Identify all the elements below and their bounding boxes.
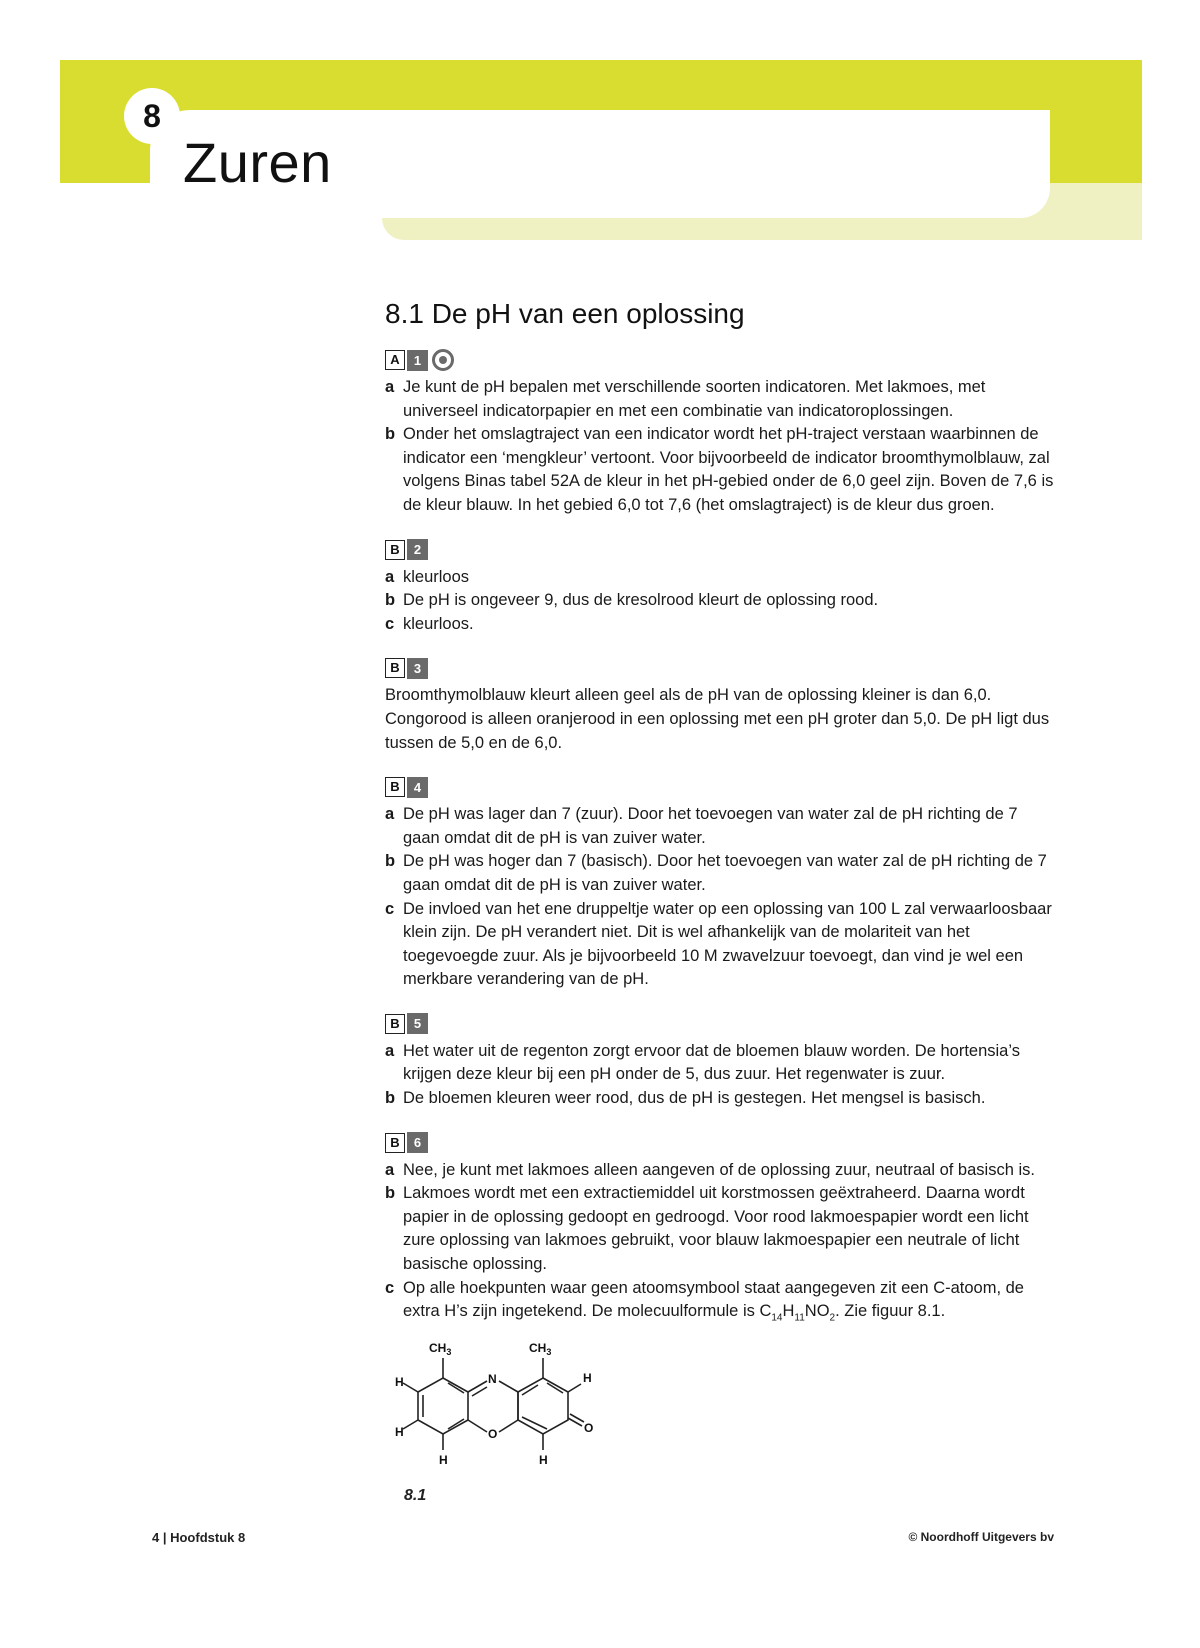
level-tag: A	[385, 350, 405, 370]
answer-item: b De bloemen kleuren weer rood, dus de pH is gestegen. Het mengsel is basisch.	[385, 1089, 986, 1108]
target-icon	[432, 349, 454, 371]
hydrogen-label: H	[395, 1425, 404, 1439]
exercise-5	[385, 1012, 1055, 1111]
chapter-title: Zuren	[183, 131, 332, 194]
exercise-number: 5	[407, 1013, 428, 1034]
level-tag: B	[385, 1133, 405, 1153]
level-tag: B	[385, 1014, 405, 1034]
level-tag: B	[385, 540, 405, 560]
hydrogen-label: H	[539, 1453, 548, 1467]
level-tag: B	[385, 658, 405, 678]
exercise-number: 1	[407, 350, 428, 371]
exercise-3	[385, 656, 1055, 755]
answer-item: b Lakmoes wordt met een extractiemiddel uit korstmossen geëxtraheerd. Daarna wordt papier in de oplossing gedoopt en gedroogd. Voor rood lakmoespapier wordt een licht zure oplossing van lakmoes gebruikt, voor blauw lakmoespapier een neutrale of licht basische oplossing.	[385, 1184, 1029, 1274]
answer-paragraph: Broomthymolblauw kleurt alleen geel als de pH van de oplossing kleiner is dan 6,0. Congorood is alleen oranjerood in een oplossing met een pH groter dan 5,0. De pH ligt dus tussen de 5,0 en de 6,0.	[385, 686, 1050, 752]
section-title: 8.1 De pH van een oplossing	[385, 298, 745, 329]
hydrogen-label: H	[583, 1371, 592, 1385]
molecular-formula-text: Op alle hoekpunten waar geen atoomsymbool staat aangegeven zit een C-atoom, de extra H’s zijn ingetekend. De molecuulformule is $C_{14}H_{11}NO_2$. Zie figuur 8.1.	[403, 1278, 1024, 1324]
footer-copyright: © Noordhoff Uitgevers bv	[908, 1530, 1054, 1544]
answer-item: c De invloed van het ene druppeltje water op een oplossing van 100 L zal verwaarloosbaar klein zijn. De pH verandert niet. Dit is wel afhankelijk van de molariteit van het toegevoegde zuur. Als je bijvoorbeeld 10 M zwavelzuur toevoegt, dan vind je wel een merkbare verandering van de pH.	[385, 899, 1052, 989]
answer-item: b De pH was hoger dan 7 (basisch). Door het toevoegen van water zal de pH richting de 7 gaan omdat dit de pH is van zuiver water.	[385, 852, 1047, 894]
chapter-number: 8	[143, 98, 161, 134]
footer-page-info: 4 | Hoofdstuk 8	[152, 1530, 246, 1545]
answer-item: b Onder het omslagtraject van een indicator wordt het pH-traject verstaan waarbinnen de indicator een ‘mengkleur’ vertoont. Voor bijvoorbeeld de indicator broomthymolblauw, zal volgens Binas tabel 52A de kleur in het pH-gebied onder de 6,0 geel zijn. Boven de 7,6 is de kleur blauw. In het gebied 6,0 tot 7,6 (het omslagtraject) is de kleur dus groen.	[385, 425, 1054, 514]
exercise-2	[385, 538, 1055, 637]
answer-item: c kleurloos.	[385, 614, 474, 633]
exercise-number: 3	[407, 658, 428, 679]
exercise-list	[385, 348, 1055, 1344]
oxygen-label: O	[584, 1421, 594, 1435]
answer-item: c Op alle hoekpunten waar geen atoomsymbool staat aangegeven zit een C-atoom, de extra H’s zijn ingetekend. De molecuulformule is $C_{14}H_{11}NO_2$. Zie figuur 8.1.	[385, 1277, 1055, 1324]
answer-item: b De pH is ongeveer 9, dus de kresolrood kleurt de oplossing rood.	[385, 591, 879, 610]
answer-item: a Het water uit de regenton zorgt ervoor dat de bloemen blauw worden. De hortensia’s krijgen deze kleur bij een pH onder de 5, dus zuur. Het regenwater is zuur.	[385, 1041, 1020, 1084]
hydrogen-label: H	[395, 1375, 404, 1389]
structural-formula-figure	[395, 1338, 635, 1478]
ch3-label: $CH_3$	[529, 1341, 552, 1357]
oxygen-label: O	[488, 1427, 498, 1441]
exercise-4	[385, 775, 1055, 992]
exercise-number: 4	[407, 777, 428, 798]
answer-item: a kleurloos	[385, 567, 470, 586]
exercise-6	[385, 1131, 1055, 1324]
answer-item: a Je kunt de pH bepalen met verschillende soorten indicatoren. Met lakmoes, met universeel indicatorpapier en met een combinatie van indicatoroplossingen.	[385, 378, 986, 420]
figure-caption: 8.1	[404, 1487, 427, 1504]
exercise-number: 6	[407, 1132, 428, 1153]
ch3-label: $CH_3$	[429, 1341, 452, 1357]
answer-item: a De pH was lager dan 7 (zuur). Door het toevoegen van water zal de pH richting de 7 gaan omdat dit de pH is van zuiver water.	[385, 805, 1018, 847]
exercise-number: 2	[407, 539, 428, 560]
hydrogen-label: H	[439, 1453, 448, 1467]
nitrogen-label: N	[488, 1372, 497, 1386]
exercise-1	[385, 348, 1055, 518]
level-tag: B	[385, 777, 405, 797]
answer-item: a Nee, je kunt met lakmoes alleen aangeven of de oplossing zuur, neutraal of basisch is.	[385, 1160, 1035, 1179]
